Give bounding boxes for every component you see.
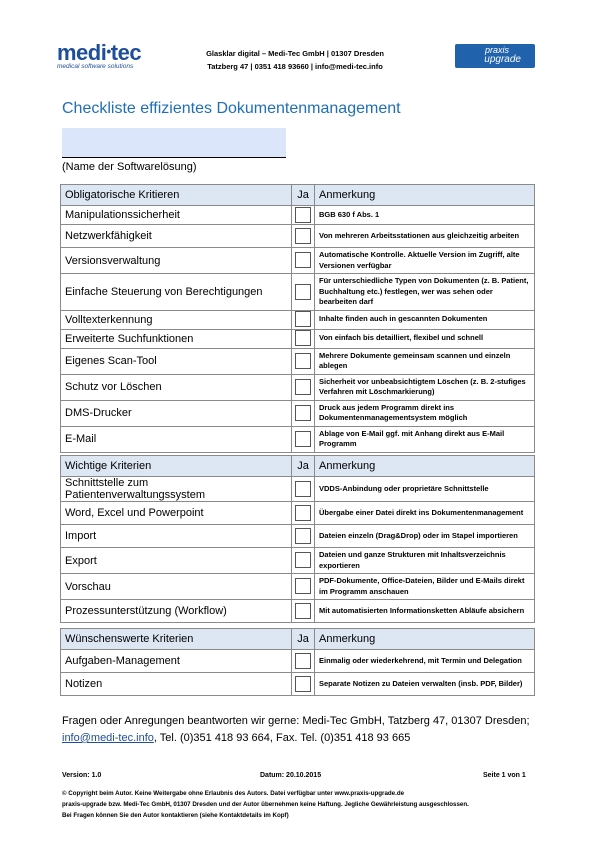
- yes-cell: [292, 426, 315, 452]
- yes-checkbox[interactable]: [295, 552, 311, 568]
- yes-cell: [292, 274, 315, 311]
- contact-paragraph: [62, 713, 542, 747]
- badge-bottom-text: upgrade: [484, 54, 521, 65]
- yes-cell: [292, 310, 315, 329]
- criteria-row: [61, 248, 535, 274]
- copyright-notice: [62, 788, 542, 821]
- criteria-row: [61, 525, 535, 548]
- yes-checkbox[interactable]: [295, 481, 311, 497]
- yes-checkbox[interactable]: [295, 505, 311, 521]
- header-remark: Anmerkung: [315, 629, 535, 650]
- yes-checkbox[interactable]: [295, 431, 311, 447]
- criterion-label: Word, Excel und Powerpoint: [61, 502, 292, 525]
- copyright-line-2: praxis-upgrade bzw. Medi-Tec GmbH, 01307 Dresden und der Autor übernehmen keine Haftung. Jegliche Gewährleistung ausgeschlossen.: [62, 801, 469, 808]
- criterion-remark: Mehrere Dokumente gemeinsam scannen und einzeln ablegen: [315, 348, 535, 374]
- criterion-label: DMS-Drucker: [61, 400, 292, 426]
- criteria-row: [61, 548, 535, 574]
- praxis-upgrade-logo: [455, 44, 535, 68]
- contact-line-2: , Tel. (0)351 418 93 664, Fax. Tel. (0)351 418 93 665: [153, 732, 411, 744]
- criterion-label: Einfache Steuerung von Berechtigungen: [61, 274, 292, 311]
- table-header-row: [61, 185, 535, 206]
- yes-checkbox[interactable]: [295, 284, 311, 300]
- yes-checkbox[interactable]: [295, 311, 311, 327]
- yes-checkbox[interactable]: [295, 528, 311, 544]
- yes-checkbox[interactable]: [295, 578, 311, 594]
- header-criteria: Wichtige Kriterien: [61, 456, 292, 477]
- criterion-remark: VDDS-Anbindung oder proprietäre Schnittstelle: [315, 477, 535, 502]
- criterion-label: Erweiterte Suchfunktionen: [61, 329, 292, 348]
- yes-cell: [292, 548, 315, 574]
- criteria-row: [61, 502, 535, 525]
- header-yes: Ja: [292, 185, 315, 206]
- yes-cell: [292, 574, 315, 600]
- criteria-row: [61, 400, 535, 426]
- copyright-line-1: © Copyright beim Autor. Keine Weitergabe ohne Erlaubnis des Autors. Datei verfügbar unter www.praxis-upgrade.de: [62, 790, 405, 797]
- criteria-row: [61, 600, 535, 623]
- criteria-row: [61, 348, 535, 374]
- criterion-label: Schutz vor Löschen: [61, 374, 292, 400]
- logo-text-b: tec: [110, 40, 142, 65]
- criterion-remark: Sicherheit vor unbeabsichtigtem Löschen (z. B. 2-stufiges Verfahren mit Löschmarkierung): [315, 374, 535, 400]
- criterion-remark: Einmalig oder wiederkehrend, mit Termin und Delegation: [315, 650, 535, 673]
- yes-checkbox[interactable]: [295, 379, 311, 395]
- table-header-row: [61, 629, 535, 650]
- criterion-label: Export: [61, 548, 292, 574]
- yes-cell: [292, 225, 315, 248]
- yes-cell: [292, 477, 315, 502]
- criterion-remark: Dateien einzeln (Drag&Drop) oder im Stapel importieren: [315, 525, 535, 548]
- yes-checkbox[interactable]: [295, 405, 311, 421]
- yes-checkbox[interactable]: [295, 228, 311, 244]
- yes-checkbox[interactable]: [295, 603, 311, 619]
- criterion-label: Volltexterkennung: [61, 310, 292, 329]
- header-yes: Ja: [292, 629, 315, 650]
- criterion-remark: Druck aus jedem Programm direkt ins Dokumentenmanagementsystem möglich: [315, 400, 535, 426]
- criteria-row: [61, 426, 535, 452]
- logo-dot: •: [106, 43, 111, 59]
- criterion-remark: Ablage von E-Mail ggf. mit Anhang direkt aus E-Mail Programm: [315, 426, 535, 452]
- criteria-row: [61, 650, 535, 673]
- software-name-caption: (Name der Softwarelösung): [62, 161, 197, 173]
- header-remark: Anmerkung: [315, 456, 535, 477]
- criterion-remark: Separate Notizen zu Dateien verwalten (insb. PDF, Bilder): [315, 673, 535, 696]
- yes-checkbox[interactable]: [295, 207, 311, 223]
- criteria-row: [61, 374, 535, 400]
- medi-tec-logo: [57, 40, 141, 71]
- yes-cell: [292, 248, 315, 274]
- criterion-remark: Von mehreren Arbeitsstationen aus gleichzeitig arbeiten: [315, 225, 535, 248]
- criterion-label: Prozessunterstützung (Workflow): [61, 600, 292, 623]
- criteria-row: [61, 206, 535, 225]
- page-header: [0, 40, 592, 80]
- yes-cell: [292, 400, 315, 426]
- criterion-label: Manipulationssicherheit: [61, 206, 292, 225]
- version-label: Version: 1.0: [62, 772, 102, 779]
- criterion-label: Versionsverwaltung: [61, 248, 292, 274]
- criterion-remark: Von einfach bis detailliert, flexibel und schnell: [315, 329, 535, 348]
- yes-checkbox[interactable]: [295, 330, 311, 346]
- yes-cell: [292, 374, 315, 400]
- yes-cell: [292, 206, 315, 225]
- criterion-label: Notizen: [61, 673, 292, 696]
- yes-cell: [292, 329, 315, 348]
- criterion-remark: PDF-Dokumente, Office-Dateien, Bilder und E-Mails direkt im Programm anschauen: [315, 574, 535, 600]
- page-number: Seite 1 von 1: [483, 772, 526, 779]
- criteria-row: [61, 274, 535, 311]
- email-link[interactable]: info@medi-tec.info: [62, 732, 154, 744]
- criterion-remark: BGB 630 f Abs. 1: [315, 206, 535, 225]
- important-criteria-table: [60, 455, 535, 623]
- yes-checkbox[interactable]: [295, 653, 311, 669]
- criterion-remark: Inhalte finden auch in gescannten Dokumenten: [315, 310, 535, 329]
- header-remark: Anmerkung: [315, 185, 535, 206]
- criteria-row: [61, 477, 535, 502]
- criterion-label: Netzwerkfähigkeit: [61, 225, 292, 248]
- header-criteria: Obligatorische Kritieren: [61, 185, 292, 206]
- yes-cell: [292, 650, 315, 673]
- criteria-row: [61, 225, 535, 248]
- criterion-remark: Dateien und ganze Strukturen mit Inhaltsverzeichnis exportieren: [315, 548, 535, 574]
- yes-cell: [292, 502, 315, 525]
- mandatory-criteria-table: [60, 184, 535, 453]
- criterion-remark: Mit automatisierten Informationsketten Abläufe absichern: [315, 600, 535, 623]
- criteria-row: [61, 673, 535, 696]
- header-criteria: Wünschenswerte Kriterien: [61, 629, 292, 650]
- yes-cell: [292, 600, 315, 623]
- company-info: [185, 47, 405, 73]
- desirable-criteria-table: [60, 628, 535, 696]
- yes-checkbox[interactable]: [295, 353, 311, 369]
- copyright-line-3: Bei Fragen können Sie den Autor kontaktieren (siehe Kontaktdetails im Kopf): [62, 812, 289, 819]
- yes-cell: [292, 348, 315, 374]
- yes-cell: [292, 525, 315, 548]
- criterion-remark: Für unterschiedliche Typen von Dokumenten (z. B. Patient, Buchhaltung etc.) festlegen, wer was sehen oder bearbeiten darf: [315, 274, 535, 311]
- yes-cell: [292, 673, 315, 696]
- page-title: Checkliste effizientes Dokumentenmanagement: [62, 100, 401, 117]
- criterion-label: Eigenes Scan-Tool: [61, 348, 292, 374]
- yes-checkbox[interactable]: [295, 676, 311, 692]
- criterion-remark: Automatische Kontrolle. Aktuelle Version im Zugriff, alte Versionen verfügbar: [315, 248, 535, 274]
- criterion-label: Schnittstelle zum Patientenverwaltungssystem: [61, 477, 292, 502]
- logo-text-a: medi: [57, 40, 107, 65]
- contact-line-1: Fragen oder Anregungen beantworten wir gerne: Medi-Tec GmbH, Tatzberg 47, 01307 Dresden;: [62, 715, 530, 727]
- table-header-row: [61, 456, 535, 477]
- criteria-row: [61, 329, 535, 348]
- date-label: Datum: 20.10.2015: [260, 772, 322, 779]
- logo-tagline: medical software solutions: [57, 63, 134, 70]
- yes-checkbox[interactable]: [295, 252, 311, 268]
- criteria-row: [61, 310, 535, 329]
- criterion-remark: Übergabe einer Datei direkt ins Dokumentenmanagement: [315, 502, 535, 525]
- criterion-label: Import: [61, 525, 292, 548]
- company-line-2: Tatzberg 47 | 0351 418 93660 | info@medi-tec.info: [207, 62, 383, 71]
- software-name-field[interactable]: [62, 128, 286, 158]
- criterion-label: Aufgaben-Management: [61, 650, 292, 673]
- criterion-label: Vorschau: [61, 574, 292, 600]
- company-line-1: Glasklar digital – Medi-Tec GmbH | 01307 Dresden: [206, 49, 384, 58]
- badge-top-text: praxis: [484, 45, 509, 55]
- criteria-row: [61, 574, 535, 600]
- header-yes: Ja: [292, 456, 315, 477]
- criterion-label: E-Mail: [61, 426, 292, 452]
